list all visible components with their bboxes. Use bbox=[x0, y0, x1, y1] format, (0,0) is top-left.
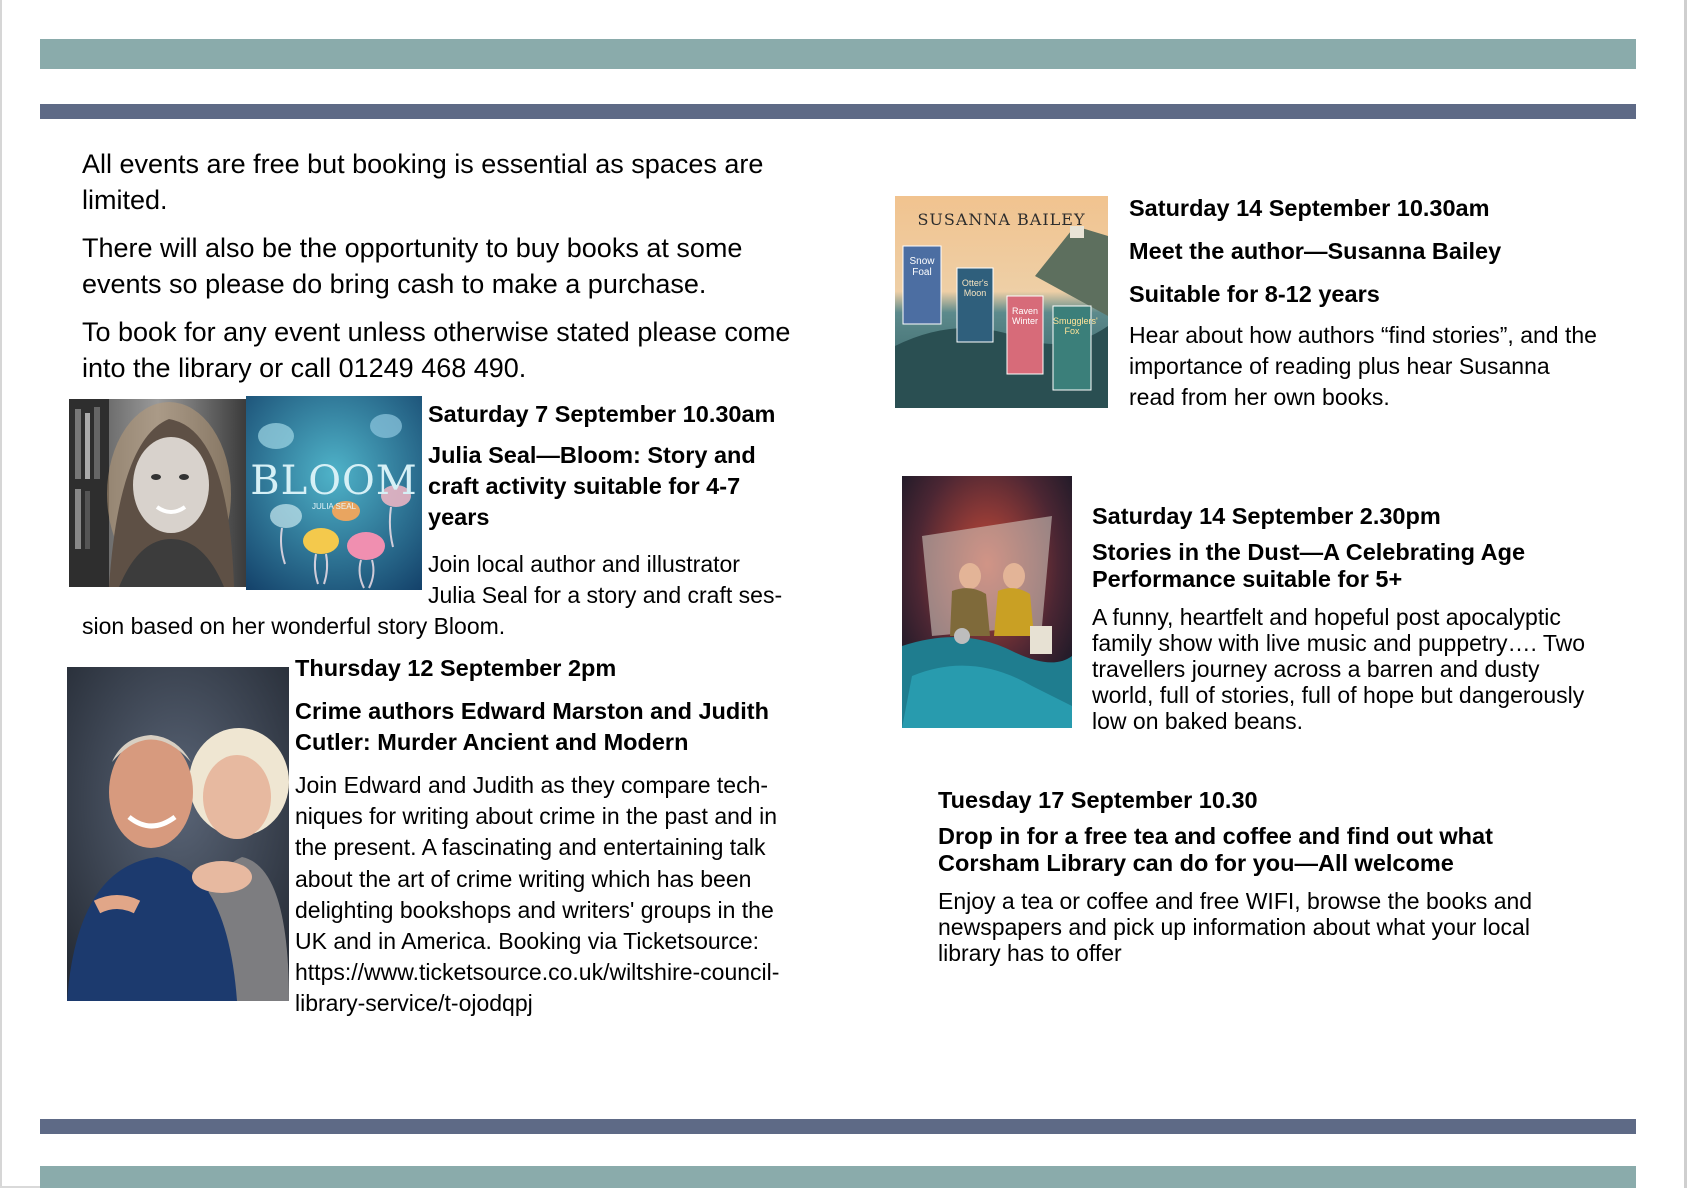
top-teal-bar bbox=[40, 39, 1636, 69]
julia-event-block bbox=[428, 401, 808, 533]
book-otters-moon-title: Otter's Moon bbox=[961, 278, 989, 298]
crime-authors-photo bbox=[67, 667, 289, 1001]
dust-event-body: A funny, heartfelt and hopeful post apocalyptic family show with live music and puppetry…. Two travellers journey across a barren and dusty world, full of stories, full of hope but dangerously low on baked beans. bbox=[1092, 604, 1585, 734]
julia-event-body-line3: sion based on her wonderful story Bloom. bbox=[82, 613, 506, 639]
bottom-slate-bar bbox=[40, 1119, 1636, 1134]
julia-seal-photo bbox=[69, 399, 247, 587]
book-snow-foal-title: Snow Foal bbox=[909, 256, 935, 278]
julia-event-date: Saturday 7 September 10.30am bbox=[428, 401, 776, 427]
julia-event-body-line1: Join local author and illustrator bbox=[428, 551, 740, 577]
crime-event-body: Join Edward and Judith as they compare tech-niques for writing about crime in the past and in the present. A fascinating and entertaining talk about the art of crime writing which has been delighting bookshops and writers' groups in the UK and in America. Booking via Ticketsource: https://www.ticketsource.co.uk/wiltshire-council-library-service/t-ojodqpj bbox=[295, 772, 780, 1017]
intro-section bbox=[82, 146, 822, 386]
susanna-event-body: Hear about how authors “find stories”, and the importance of reading plus hear Susanna read from her own books. bbox=[1129, 322, 1597, 410]
book-raven-winter-title: Raven Winter bbox=[1011, 306, 1038, 326]
stories-in-the-dust-photo bbox=[902, 476, 1072, 728]
susanna-banner-name: SUSANNA BAILEY bbox=[917, 210, 1086, 229]
tea-event-block bbox=[938, 785, 1578, 966]
page-edge-left bbox=[0, 0, 2, 1188]
crime-event-title: Crime authors Edward Marston and Judith Cutler: Murder Ancient and Modern bbox=[295, 698, 769, 755]
bloom-book-cover bbox=[246, 396, 422, 590]
intro-buy-books: There will also be the opportunity to buy books at some events so please do bring cash to make a purchase. bbox=[82, 233, 743, 299]
crime-event-date: Thursday 12 September 2pm bbox=[295, 655, 617, 681]
intro-free-events: All events are free but booking is essential as spaces are limited. bbox=[82, 149, 764, 215]
susanna-event-title: Meet the author—Susanna Bailey bbox=[1129, 238, 1502, 264]
tea-event-body: Enjoy a tea or coffee and free WIFI, browse the books and newspapers and pick up information about what your local library has to offer bbox=[938, 888, 1533, 966]
susanna-event-age: Suitable for 8-12 years bbox=[1129, 281, 1380, 307]
book-smugglers-fox-title: Smugglers' Fox bbox=[1053, 316, 1098, 336]
top-slate-bar bbox=[40, 104, 1636, 119]
bottom-teal-bar bbox=[40, 1166, 1636, 1188]
dust-event-block bbox=[1092, 501, 1612, 734]
julia-event-title: Julia Seal—Bloom: Story and craft activity suitable for 4-7 years bbox=[428, 442, 756, 530]
tea-event-title: Drop in for a free tea and coffee and find out what Corsham Library can do for you—All welcome bbox=[938, 823, 1493, 876]
susanna-event-date: Saturday 14 September 10.30am bbox=[1129, 195, 1490, 221]
susanna-event-block bbox=[1129, 193, 1599, 413]
julia-event-body-line2: Julia Seal for a story and craft ses- bbox=[428, 582, 783, 608]
intro-how-to-book: To book for any event unless otherwise stated please come into the library or call 01249 468 490. bbox=[82, 317, 791, 383]
bloom-cover-title: BLOOM bbox=[250, 458, 418, 504]
tea-event-date: Tuesday 17 September 10.30 bbox=[938, 787, 1258, 813]
bloom-cover-author: JULIA SEAL bbox=[311, 502, 357, 511]
dust-event-title: Stories in the Dust—A Celebrating Age Performance suitable for 5+ bbox=[1092, 539, 1526, 592]
crime-event-block bbox=[295, 653, 815, 1020]
dust-event-date: Saturday 14 September 2.30pm bbox=[1092, 503, 1441, 529]
susanna-bailey-books-image bbox=[895, 196, 1108, 408]
